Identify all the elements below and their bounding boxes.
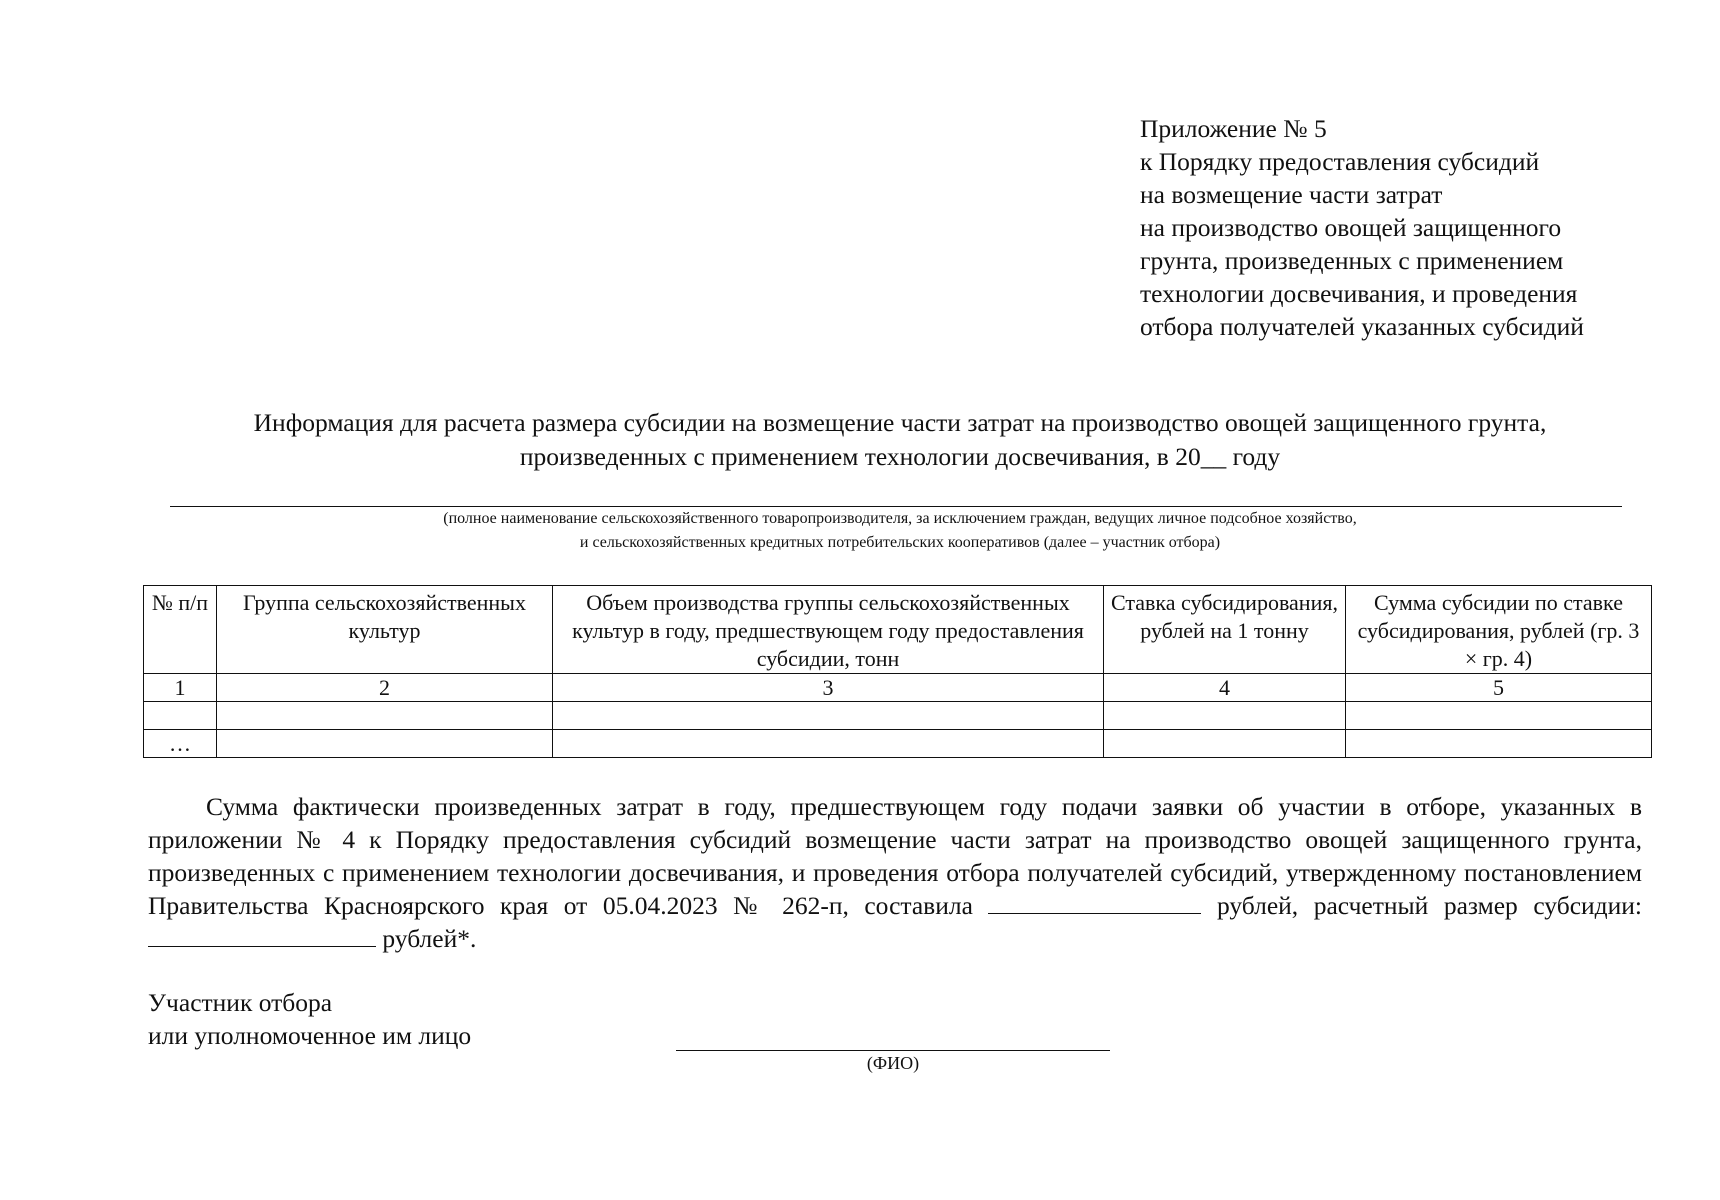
table-cell <box>1104 702 1346 730</box>
header-cell-production-volume: Объем производства группы сельскохозяйственных культур в году, предшествующем году предоставления субсидии, тонн <box>553 586 1104 674</box>
table-cell <box>553 730 1104 758</box>
table-cell: 3 <box>553 674 1104 702</box>
header-cell-subsidy-amount: Сумма субсидии по ставке субсидирования, рублей (гр. 3 × гр. 4) <box>1346 586 1652 674</box>
table-row <box>144 674 1652 702</box>
table-cell: 4 <box>1104 674 1346 702</box>
table-row <box>144 702 1652 730</box>
actual-cost-blank <box>988 891 1201 914</box>
header-cell-crop-group: Группа сельскохозяйственных культур <box>217 586 553 674</box>
appendix-line: на возмещение части затрат <box>1140 180 1443 209</box>
paragraph-text-1: Сумма фактически произведенных затрат в году, предшествующем году подачи заявки об участии в отборе, указанных в приложении № 4 к Порядку предоставления субсидий возмещение части затрат на производство овощей защищенного грунта, произведенных с применением технологии досвечивания, и проведения отбора получателей субсидий, утвержденному постановлением Правительства Красноярского края от 05.04.2023 № 262-п, составила <box>148 792 1642 920</box>
appendix-line: к Порядку предоставления субсидий <box>1140 147 1540 176</box>
subsidy-calculation-table <box>143 585 1652 758</box>
appendix-line: отбора получателей указанных субсидий <box>1140 312 1584 341</box>
table-cell <box>553 702 1104 730</box>
signatory-label <box>148 986 648 1052</box>
table-cell <box>217 702 553 730</box>
table-header-row <box>144 586 1652 674</box>
cost-statement-paragraph <box>148 790 1642 955</box>
table-cell <box>1104 730 1346 758</box>
appendix-line: грунта, произведенных с применением <box>1140 246 1564 275</box>
title-line-2: произведенных с применением технологии досвечивания, в 20__ году <box>519 442 1281 471</box>
table-cell: 1 <box>144 674 217 702</box>
table-cell: 2 <box>217 674 553 702</box>
appendix-line: Приложение № 5 <box>1140 114 1327 143</box>
signatory-label-line-2: или уполномоченное им лицо <box>148 1021 472 1050</box>
title-line-1: Информация для расчета размера субсидии на возмещение части затрат на производство овощей защищенного грунта, <box>253 408 1547 437</box>
caption-line-1: (полное наименование сельскохозяйственного товаропроизводителя, за исключением граждан, ведущих личное подсобное хозяйство, <box>443 510 1357 527</box>
table-cell <box>1346 702 1652 730</box>
table-cell: 5 <box>1346 674 1652 702</box>
caption-line-2: и сельскохозяйственных кредитных потребительских кооперативов (далее – участник отбора) <box>579 534 1221 551</box>
header-cell-number: № п/п <box>144 586 217 674</box>
signatory-label-line-1: Участник отбора <box>148 988 333 1017</box>
signature-caption: (ФИО) <box>866 1053 920 1073</box>
participant-name-caption <box>130 507 1670 555</box>
table-cell: … <box>144 730 217 758</box>
paragraph-text-3: рублей*. <box>382 924 477 953</box>
document-title <box>130 406 1670 474</box>
table-row <box>144 730 1652 758</box>
table-cell <box>217 730 553 758</box>
header-cell-subsidy-rate: Ставка субсидирования, рублей на 1 тонну <box>1104 586 1346 674</box>
paragraph-text-2: рублей, расчетный размер субсидии: <box>1216 891 1643 920</box>
appendix-header <box>1140 112 1700 343</box>
table-cell <box>1346 730 1652 758</box>
appendix-line: на производство овощей защищенного <box>1140 213 1562 242</box>
table-cell <box>144 702 217 730</box>
subsidy-amount-blank <box>148 924 376 947</box>
appendix-line: технологии досвечивания, и проведения <box>1140 279 1578 308</box>
